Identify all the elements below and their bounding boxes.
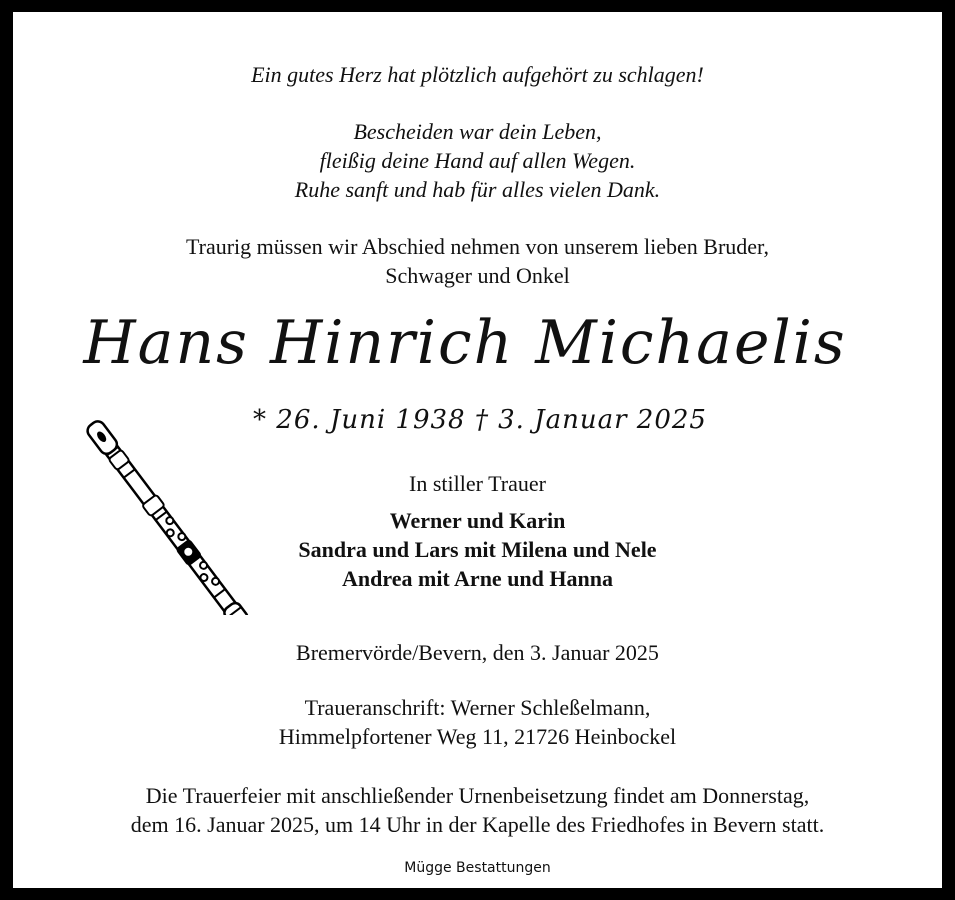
place-date: Bremervörde/Bevern, den 3. Januar 2025	[296, 640, 659, 665]
deceased-name: Hans Hinrich Michaelis	[83, 308, 847, 378]
motto: Ein gutes Herz hat plötzlich aufgehört zu schlagen!	[251, 62, 704, 87]
life-dates: * 26. Juni 1938 † 3. Januar 2025	[253, 405, 707, 435]
mourner-line-1: Werner und Karin	[389, 508, 566, 533]
verse-line-2: fleißig deine Hand auf allen Wegen.	[319, 148, 636, 173]
undertaker: Mügge Bestattungen	[404, 860, 551, 876]
ceremony-line-1: Die Trauerfeier mit anschließender Urnenbeisetzung findet am Donnerstag,	[145, 783, 810, 808]
intro-line-2: Schwager und Onkel	[385, 263, 570, 288]
address-line-1: Traueranschrift: Werner Schleßelmann,	[304, 695, 651, 720]
mourner-line-3: Andrea mit Arne und Hanna	[342, 566, 613, 591]
verse-line-1: Bescheiden war dein Leben,	[353, 119, 602, 144]
mourner-line-2: Sandra und Lars mit Milena und Nele	[298, 537, 657, 562]
intro-line-1: Traurig müssen wir Abschied nehmen von unserem lieben Bruder,	[185, 234, 770, 259]
ceremony-line-2: dem 16. Januar 2025, um 14 Uhr in der Kapelle des Friedhofes in Bevern statt.	[130, 812, 825, 837]
mourning-label: In stiller Trauer	[409, 471, 546, 496]
address-line-2: Himmelpfortener Weg 11, 21726 Heinbockel	[278, 724, 677, 749]
verse-line-3: Ruhe sanft und hab für alles vielen Dank.	[294, 177, 661, 202]
